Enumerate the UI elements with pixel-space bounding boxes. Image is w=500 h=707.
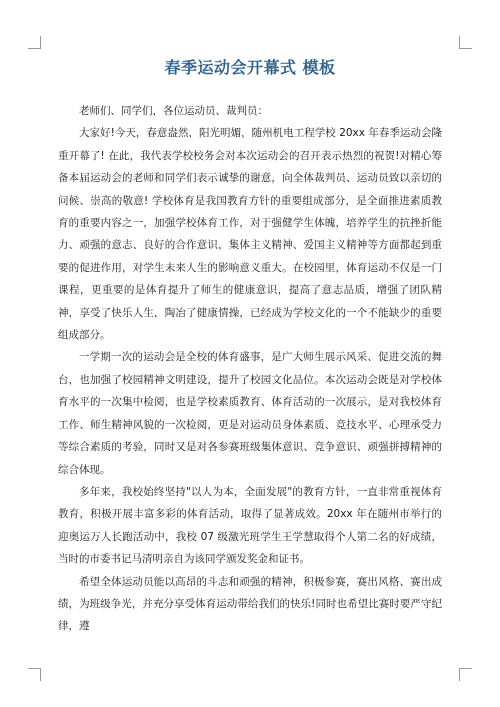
document-page (58, 58, 442, 638)
crop-mark-top-left (28, 36, 41, 49)
salutation: 老师们、同学们，各位运动员、裁判员： (79, 105, 268, 117)
document-body (58, 100, 442, 638)
paragraph-1: 大家好!今天，春意盎然，阳光明媚，随州机电工程学校 20xx 年春季运动会隆重开幕了! 在此，我代表学校校务会对本次运动会的召开表示热烈的祝贺!对精心筹备本届运动会的老师和同学们表示诚挚的谢意，向全体裁判员、运动员致以亲切的问候、崇高的敬意! 学校体育是我国教育方针的重要组成部分，是全面推进素质教育的重要内容之一，加强学校体育工作，对于强健学生体魄，培养学生的抗挫折能力、顽强的意志、良好的合作意识，集体主义精神、爱国主义精神等方面都起到重要的促进作用，对学生未来人生的影响意义重大。在校园里，体育运动不仅是一门课程，更重要的是体育提升了师生的健康意识，提高了意志品质，增强了团队精神，享受了快乐人生，陶冶了健康情操，已经成为学校文化的一个不能缺少的重要组成部分。 (58, 127, 442, 342)
document-title: 春季运动会开幕式 模板 (164, 58, 336, 77)
paragraph-2: 一学期一次的运动会是全校的体育盛事，是广大师生展示风采、促进交流的舞台，也加强了校园精神文明建设，提升了校园文化品位。本次运动会既是对学校体育水平的一次集中检阅，也是学校素质教育、体育活动的一次展示，是对我校体育工作、师生精神风貌的一次检阅，更是对运动员身体素质、竞技水平、心理承受力等综合素质的考验，同时又是对各参赛班级集体意识、竞争意识、顽强拼搏精神的综合体现。 (58, 351, 442, 476)
crop-mark-bottom-left (28, 668, 41, 681)
crop-mark-bottom-right (459, 668, 472, 681)
paragraph-3: 多年来，我校始终坚持"以人为本，全面发展"的教育方针，一直非常重视体育教育，积极开展丰富多彩的体育活动，取得了显著成效。20xx 年在随州市举行的迎奥运万人长跑活动中，我校 07 级激光班学生王学慧取得个人第二名的好成绩，当时的市委书记马清明亲自为该同学颁发奖金和证书。 (58, 485, 442, 566)
paragraph-4: 希望全体运动员能以高昂的斗志和顽强的精神，积极参赛，赛出风格、赛出成绩，为班级争光，并充分享受体育运动带给我们的快乐!同时也希望比赛时要严守纪律，遵 (58, 575, 442, 633)
crop-mark-top-right (459, 36, 472, 49)
